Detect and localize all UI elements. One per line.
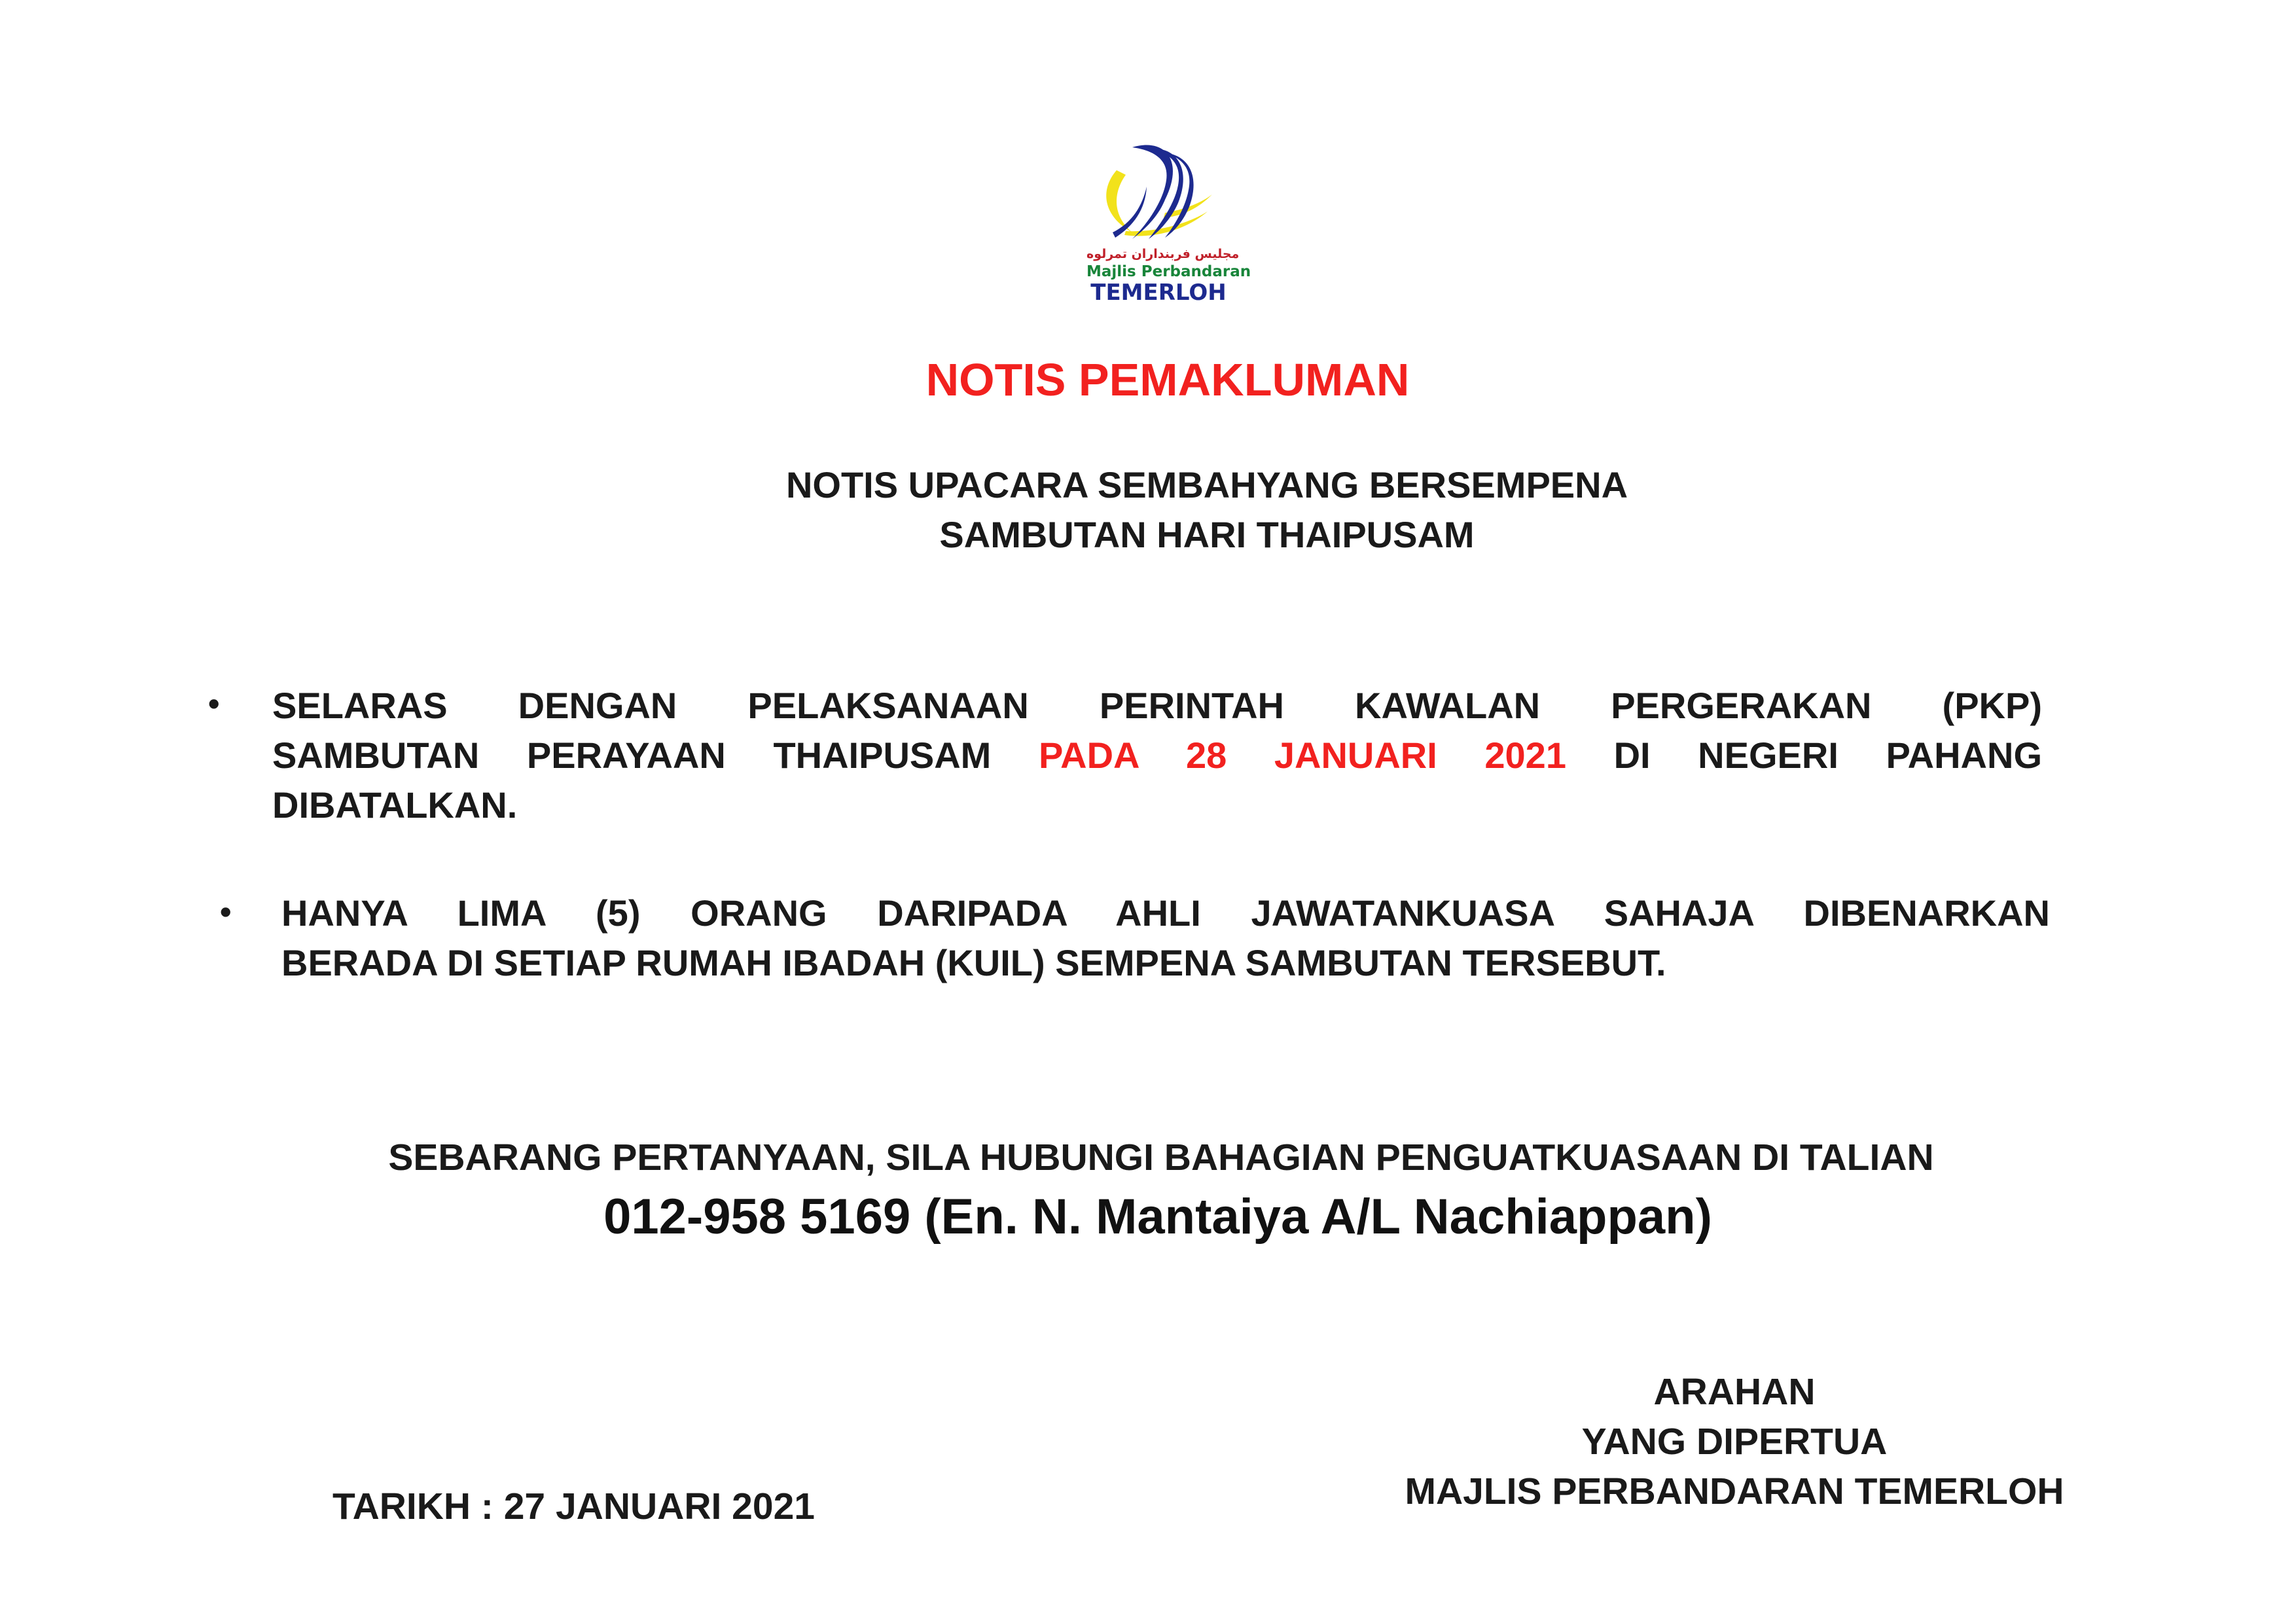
logo-majlis-text: Majlis Perbandaran	[1086, 263, 1251, 280]
contact-phone: 012-958 5169 (En. N. Mantaiya A/L Nachiappan)	[603, 1189, 1712, 1245]
bullet1-line1: SELARAS DENGAN PELAKSANAAN PERINTAH KAWALAN PERGERAKAN (PKP)	[272, 685, 2042, 726]
logo-temerloh-text: TEMERLOH	[1090, 280, 1227, 306]
signature-line1: ARAHAN	[1653, 1371, 1816, 1413]
bullet1-line3: DIBATALKAN.	[272, 784, 518, 826]
signature-line2: YANG DIPERTUA	[1581, 1421, 1888, 1463]
enquiry-text: SEBARANG PERTANYAAN, SILA HUBUNGI BAHAGIAN PENGUATKUASAAN DI TALIAN	[388, 1137, 1934, 1178]
council-logo	[1086, 134, 1251, 306]
notice-title: NOTIS PEMAKLUMAN	[925, 354, 1410, 405]
bullet-paragraph-2	[281, 888, 2050, 988]
bullet2-line2: BERADA DI SETIAP RUMAH IBADAH (KUIL) SEMPENA SAMBUTAN TERSEBUT.	[281, 942, 1666, 983]
bullet1-line2-before: SAMBUTAN PERAYAAN THAIPUSAM	[272, 735, 1039, 776]
bullet-marker: •	[220, 894, 232, 930]
council-emblem-icon	[1086, 134, 1224, 249]
notice-subtitle-line1: NOTIS UPACARA SEMBAHYANG BERSEMPENA	[785, 464, 1628, 505]
bullet2-line1: HANYA LIMA (5) ORANG DARIPADA AHLI JAWATANKUASA SAHAJA DIBENARKAN	[281, 892, 2050, 934]
logo-arabic-text: مجليس فربنداران تمرلوه	[1086, 247, 1240, 261]
bullet-marker: •	[208, 685, 220, 722]
notice-date: TARIKH : 27 JANUARI 2021	[332, 1486, 815, 1527]
bullet1-line2	[272, 731, 2042, 780]
notice-subtitle-line2: SAMBUTAN HARI THAIPUSAM	[939, 514, 1475, 555]
bullet1-date-highlight: PADA 28 JANUARI 2021	[1038, 735, 1566, 776]
bullet1-line2-after: DI NEGERI PAHANG	[1566, 735, 2042, 776]
signature-line3: MAJLIS PERBANDARAN TEMERLOH	[1405, 1470, 2064, 1512]
bullet-paragraph-1	[272, 681, 2042, 830]
